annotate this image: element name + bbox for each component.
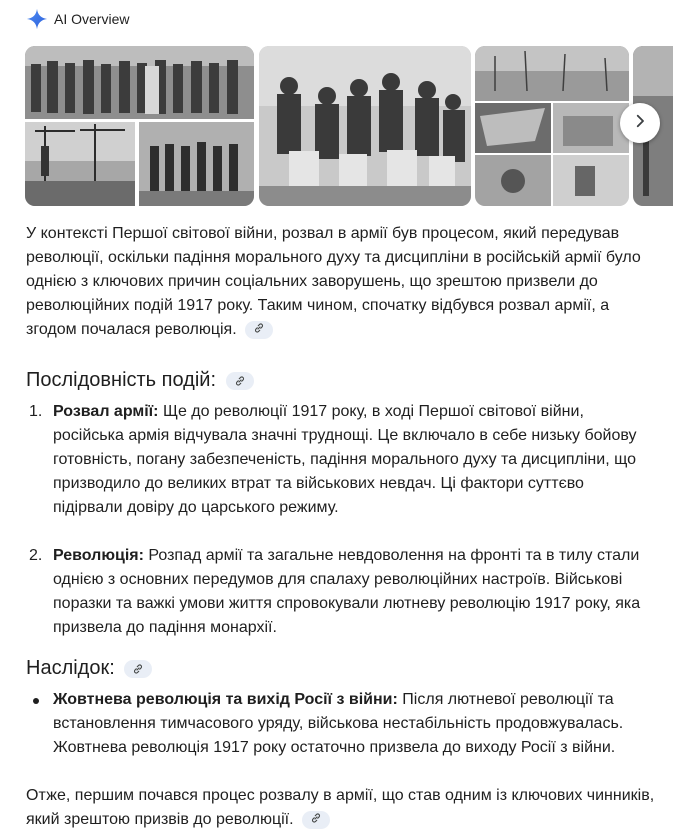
sequence-list [26,400,650,664]
list-number: 1. [29,403,43,420]
source-link-chip[interactable] [226,372,254,390]
image-gallery [25,46,673,206]
list-item-title: Розвал армії: [53,403,159,420]
ai-overview-title: AI Overview [54,11,130,27]
source-link-chip[interactable] [302,811,330,829]
bullet-icon [33,698,39,704]
intro-text: У контексті Першої світової війни, розвал в армії був процесом, який передував революції, оскільки падіння морального духу та дисципліни в російській армії було однією з ключових причин соціальних заворушень, що зрештою призвели до революційних подій 1917 року. Таким чином, спочатку відбувся розвал армії, а згодом почалася революція. [26,225,641,338]
link-icon [234,367,246,395]
overview-content [26,222,655,828]
image-battlefield-collage[interactable] [475,46,629,206]
list-item [29,400,650,520]
list-item-title: Революція: [53,547,144,564]
sparkle-icon [26,8,48,30]
result-list [26,688,650,760]
result-heading [26,654,152,682]
sequence-heading [26,366,254,394]
list-item-text: Ще до революції 1917 року, в ході Першої світової війни, російська армія відчувала значні труднощі. Це включало в себе низьку бойову готовність, погану забезпеченість, падіння морального духу та дисципліни, що призводило до великих втрат та військових невдач. Ці фактори суттєво підірвали довіру до царського режиму. [53,403,637,516]
gallery-next-button[interactable] [620,103,660,143]
sequence-heading-text: Послідовність подій: [26,369,217,391]
intro-paragraph [26,222,650,342]
link-icon [132,655,144,683]
image-soldiers-collage[interactable] [25,46,254,206]
conclusion-text: Отже, першим почався процес розвалу в армії, що став одним із ключових чинників, який зрештою призвів до революції. [26,787,655,828]
list-item [29,544,650,640]
source-link-chip[interactable] [124,660,152,678]
ai-overview-header [26,7,129,31]
list-number: 2. [29,547,43,564]
image-officers-group[interactable] [259,46,471,206]
link-icon [253,318,265,342]
list-item [53,688,650,760]
list-item-text: Розпад армії та загальне невдоволення на фронті та в тилу стали однією з основних передумов для спалаху революційних настроїв. Військові поразки та важкі умови життя спровокували лютневу революцію 1917 року, яка призвела до падіння монархії. [53,547,641,636]
source-link-chip[interactable] [245,321,273,339]
link-icon [310,808,322,832]
list-item-title: Жовтнева революція та вихід Росії з війни: [53,691,398,708]
conclusion-paragraph [26,784,656,832]
list-item-text: Після лютневої революції та встановлення тимчасового уряду, військова нестабільність продовжувалась. Жовтнева революція 1917 року остаточно призвела до виходу Росії з війни. [53,691,624,756]
chevron-right-icon [631,112,649,135]
result-heading-text: Наслідок: [26,657,115,679]
